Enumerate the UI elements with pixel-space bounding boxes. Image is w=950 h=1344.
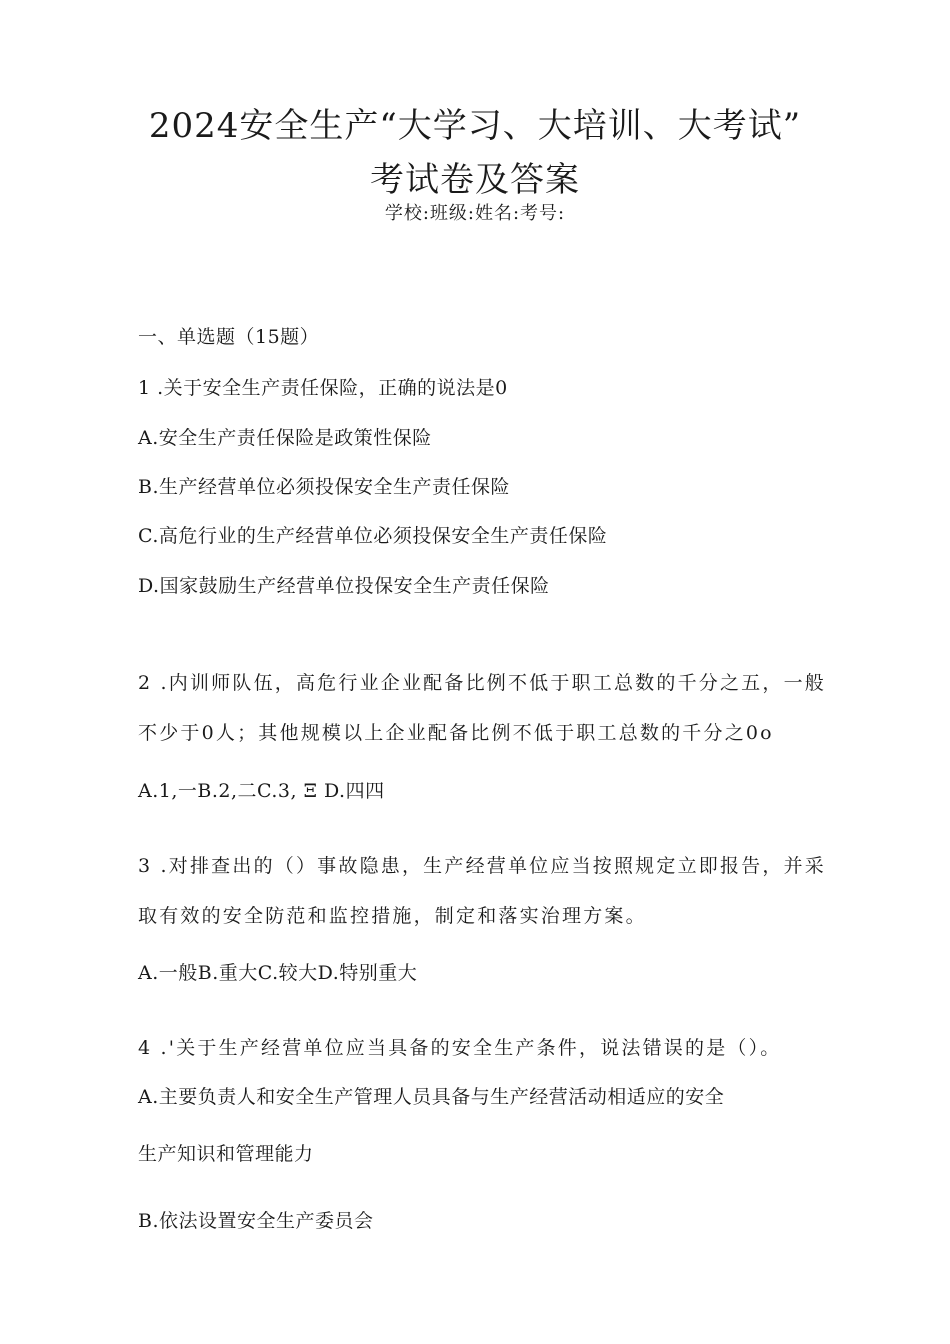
- question-2-stem-line-1: 2 .内训师队伍，高危行业企业配备比例不低于职工总数的千分之五，一般: [138, 672, 826, 694]
- student-info-line: 学校:班级:姓名:考号:: [384, 203, 566, 224]
- question-2-options: A.1,一B.2,二C.3, Ξ D.四四: [138, 780, 385, 802]
- question-4-option-a-line-1: A.主要负责人和安全生产管理人员具备与生产经营活动相适应的安全: [138, 1086, 725, 1108]
- question-4-option-a-line-2: 生产知识和管理能力: [138, 1143, 314, 1165]
- exam-title-line-1: 2024安全生产“大学习、大培训、大考试”: [148, 106, 802, 146]
- question-3-options: A.一般B.重大C.较大D.特别重大: [138, 962, 418, 984]
- question-4-stem: 4 .'关于生产经营单位应当具备的安全生产条件，说法错误的是（）。: [138, 1037, 782, 1059]
- question-3-stem-line-2: 取有效的安全防范和监控措施，制定和落实治理方案。: [138, 905, 647, 927]
- question-4-option-b: B.依法设置安全生产委员会: [138, 1210, 374, 1232]
- exam-title-line-2: 考试卷及答案: [370, 160, 580, 200]
- question-1-stem: 1 .关于安全生产责任保险，正确的说法是0: [138, 377, 508, 399]
- question-2-stem-line-2: 不少于0人；其他规模以上企业配备比例不低于职工总数的千分之0o: [138, 722, 774, 744]
- question-1-option-a: A.安全生产责任保险是政策性保险: [138, 427, 432, 449]
- question-1-option-d: D.国家鼓励生产经营单位投保安全生产责任保险: [138, 575, 550, 597]
- question-3-stem-line-1: 3 .对排查出的（）事故隐患，生产经营单位应当按照规定立即报告，并采: [138, 855, 826, 877]
- question-1-option-b: B.生产经营单位必须投保安全生产责任保险: [138, 476, 511, 498]
- question-1-option-c: C.高危行业的生产经营单位必须投保安全生产责任保险: [138, 525, 608, 547]
- section-heading: 一、单选题（15题）: [138, 326, 320, 348]
